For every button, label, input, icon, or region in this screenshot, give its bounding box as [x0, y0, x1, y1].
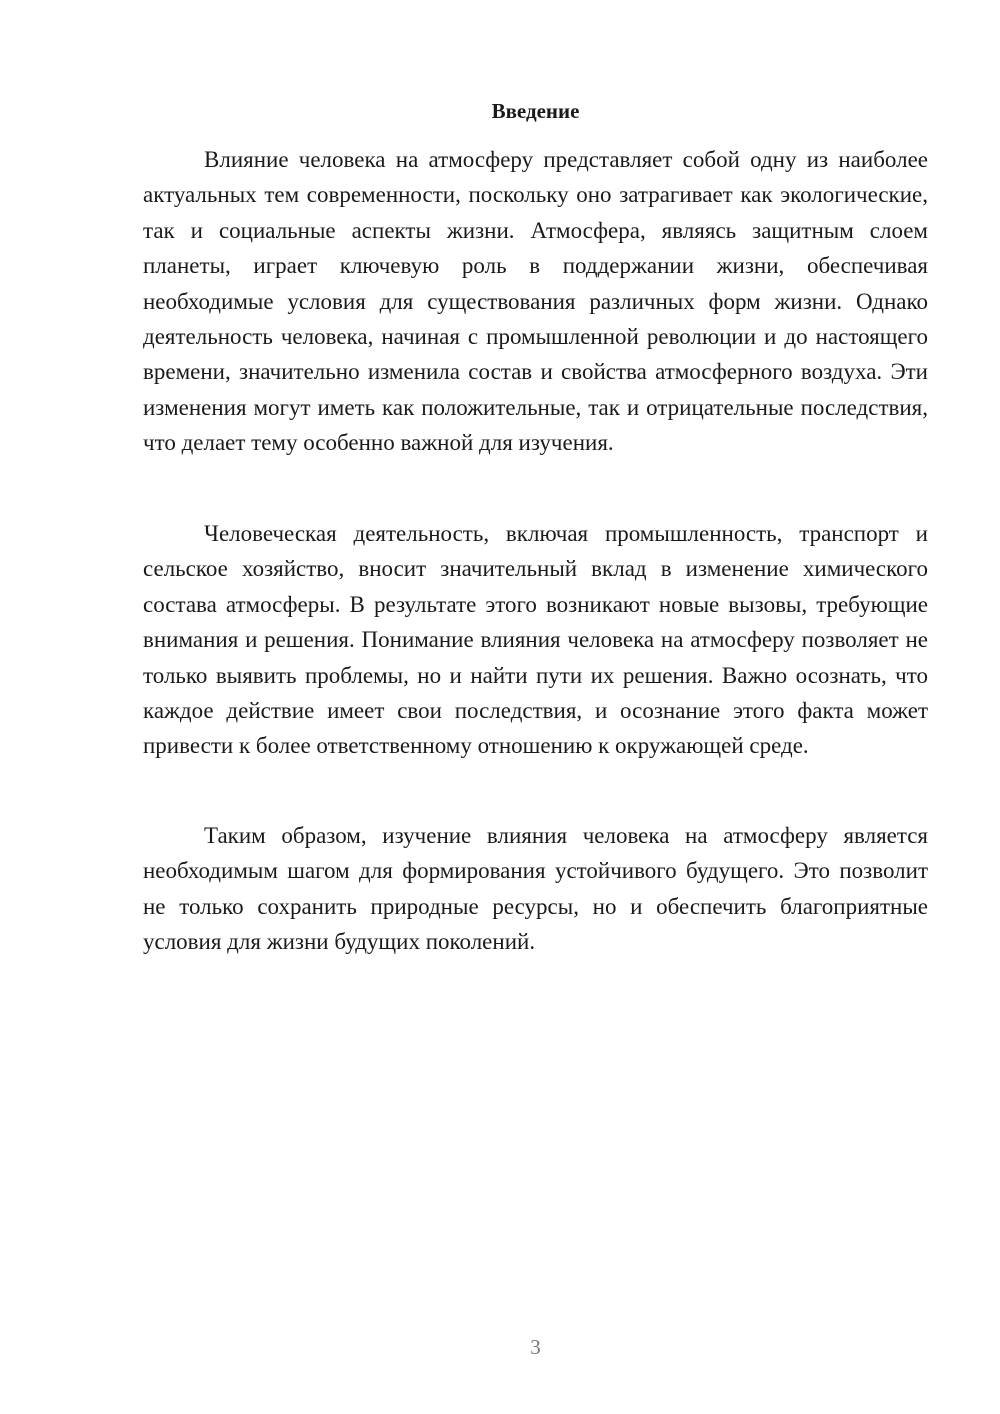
page-title: Введение — [491, 99, 580, 123]
paragraph-3: Таким образом, изучение влияния человека на атмосферу является необходимым шагом для формирования устойчивого будущего. Это позволит не только сохранить природные ресурсы, но и обеспечить благоприятные условия для жизни будущих поколений. — [143, 823, 928, 955]
page-number: 3 — [530, 1335, 541, 1359]
paragraph-2: Человеческая деятельность, включая промышленность, транспорт и сельское хозяйство, вносит значительный вклад в изменение химического состава атмосферы. В результате этого возникают новые вызовы, требующие внимания и решения. Понимание влияния человека на атмосферу позволяет не только выявить проблемы, но и найти пути их решения. Важно осознать, что каждое действие имеет свои последствия, и осознание этого факта может привести к более ответственному отношению к окружающей среде. — [143, 521, 928, 759]
paragraph-1: Влияние человека на атмосферу представляет собой одну из наиболее актуальных тем современности, поскольку оно затрагивает как экологические, так и социальные аспекты жизни. Атмосфера, являясь защитным слоем планеты, играет ключевую роль в поддержании жизни, обеспечивая необходимые условия для существования различных форм жизни. Однако деятельность человека, начиная с промышленной революции и до настоящего времени, значительно изменила состав и свойства атмосферного воздуха. Эти изменения могут иметь как положительные, так и отрицательные последствия, что делает тему особенно важной для изучения. — [143, 147, 928, 456]
